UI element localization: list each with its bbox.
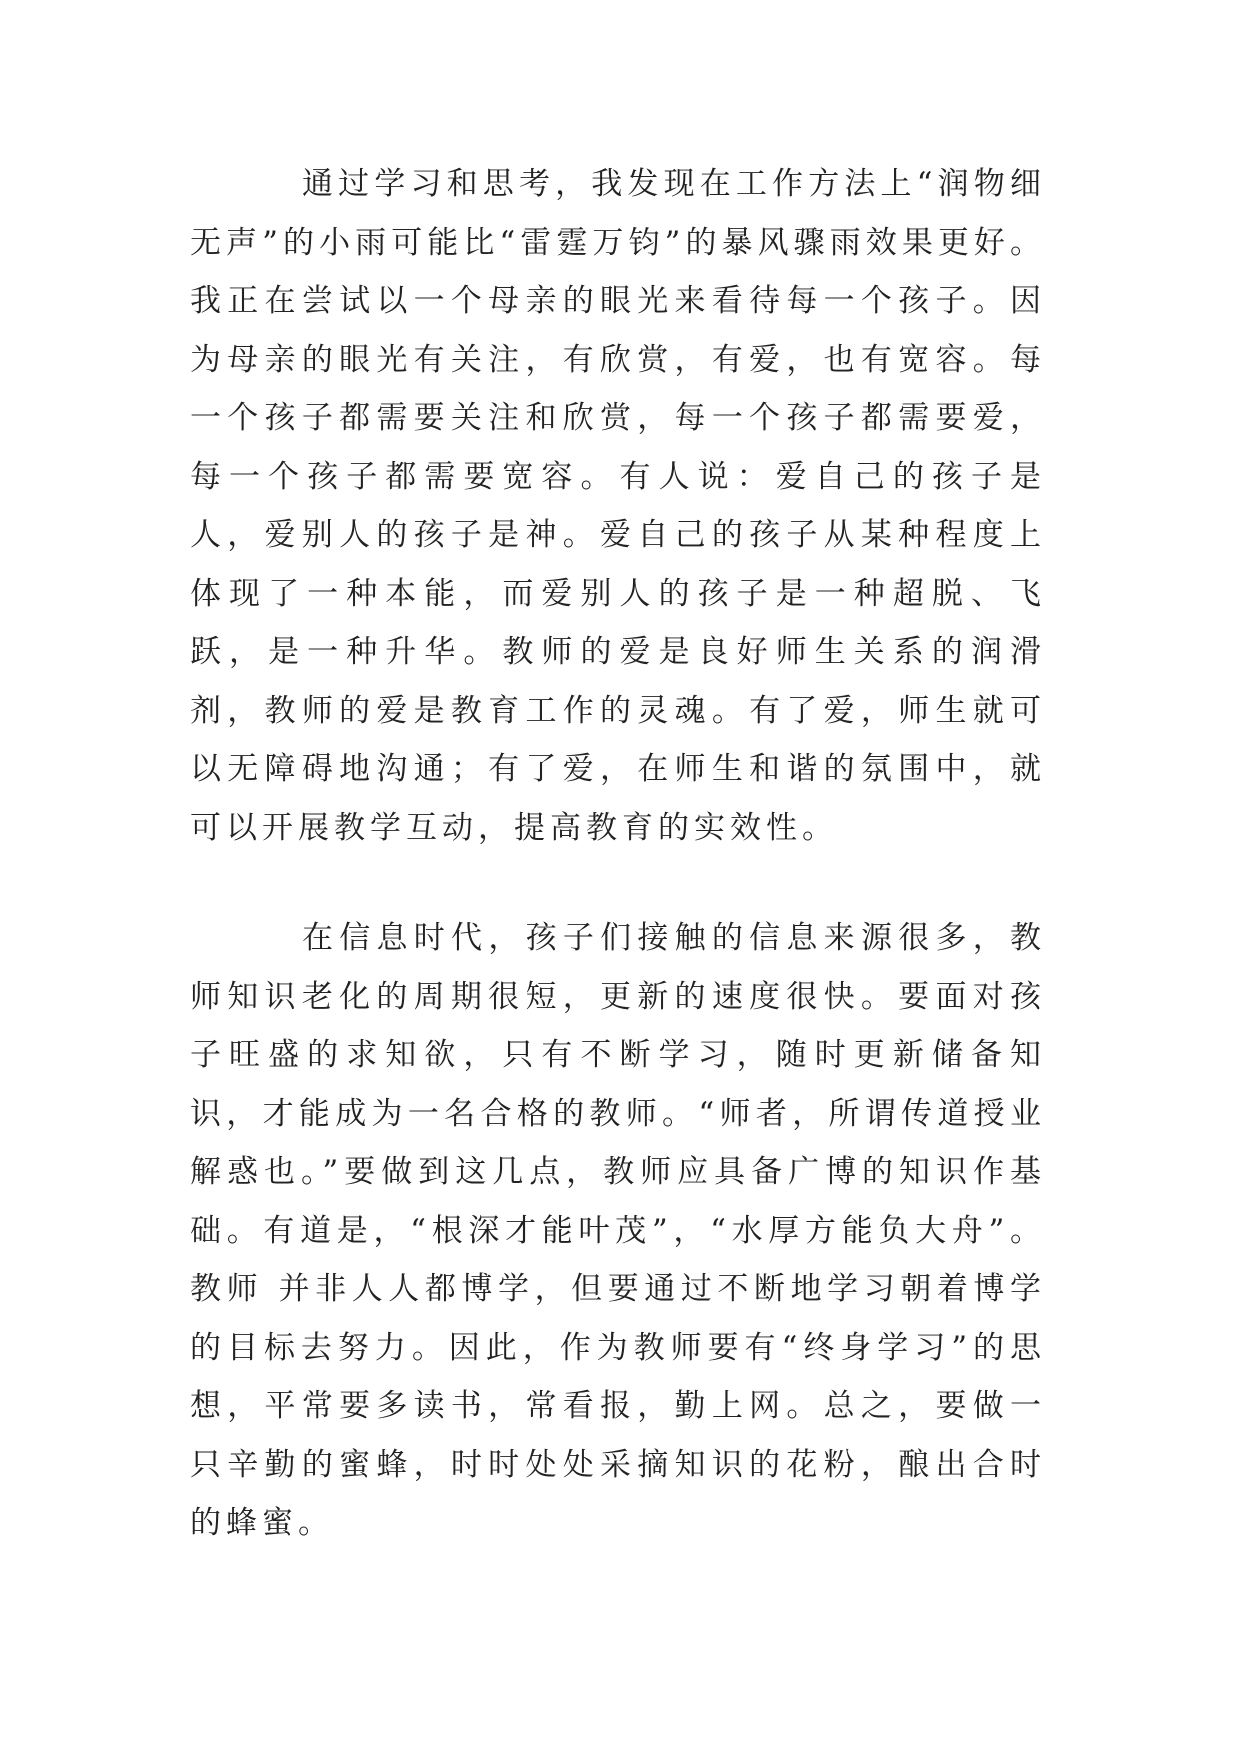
paragraph-lifelong-learning: 在信息时代，孩子们接触的信息来源很多，教师知识老化的周期很短，更新的速度很快。要面对孩子旺盛的求知欲，只有不断学习，随时更新储备知识，才能成为一名合格的教师。“师者，所谓传道授业解惑也。”要做到这几点，教师应具备广博的知识作基础。有道是，“根深才能叶茂”，“水厚方能负大舟”。教师 并非人人都博学，但要通过不断地学习朝着博学的目标去努力。因此，作为教师要有“终身学习”的思想，平常要多读书，常看报，勤上网。总之，要做一只辛勤的蜜蜂，时时处处采摘知识的花粉，酿出合时的蜂蜜。 bbox=[190, 920, 1046, 1541]
paragraph-teacher-love: 通过学习和思考，我发现在工作方法上“润物细无声”的小雨可能比“雷霆万钧”的暴风骤雨效果更好。我正在尝试以一个母亲的眼光来看待每一个孩子。因为母亲的眼光有关注，有欣赏，有爱，也有宽容。每一个孩子都需要关注和欣赏，每一个孩子都需要爱，每一个孩子都需要宽容。有人说：爱自己的孩子是人，爱别人的孩子是神。爱自己的孩子从某种程度上体现了一种本能，而爱别人的孩子是一种超脱、飞跃，是一种升华。教师的爱是良好师生关系的润滑剂，教师的爱是教育工作的灵魂。有了爱，师生就可以无障碍地沟通；有了爱，在师生和谐的氛围中，就可以开展教学互动，提高教育的实效性。 bbox=[190, 166, 1046, 846]
